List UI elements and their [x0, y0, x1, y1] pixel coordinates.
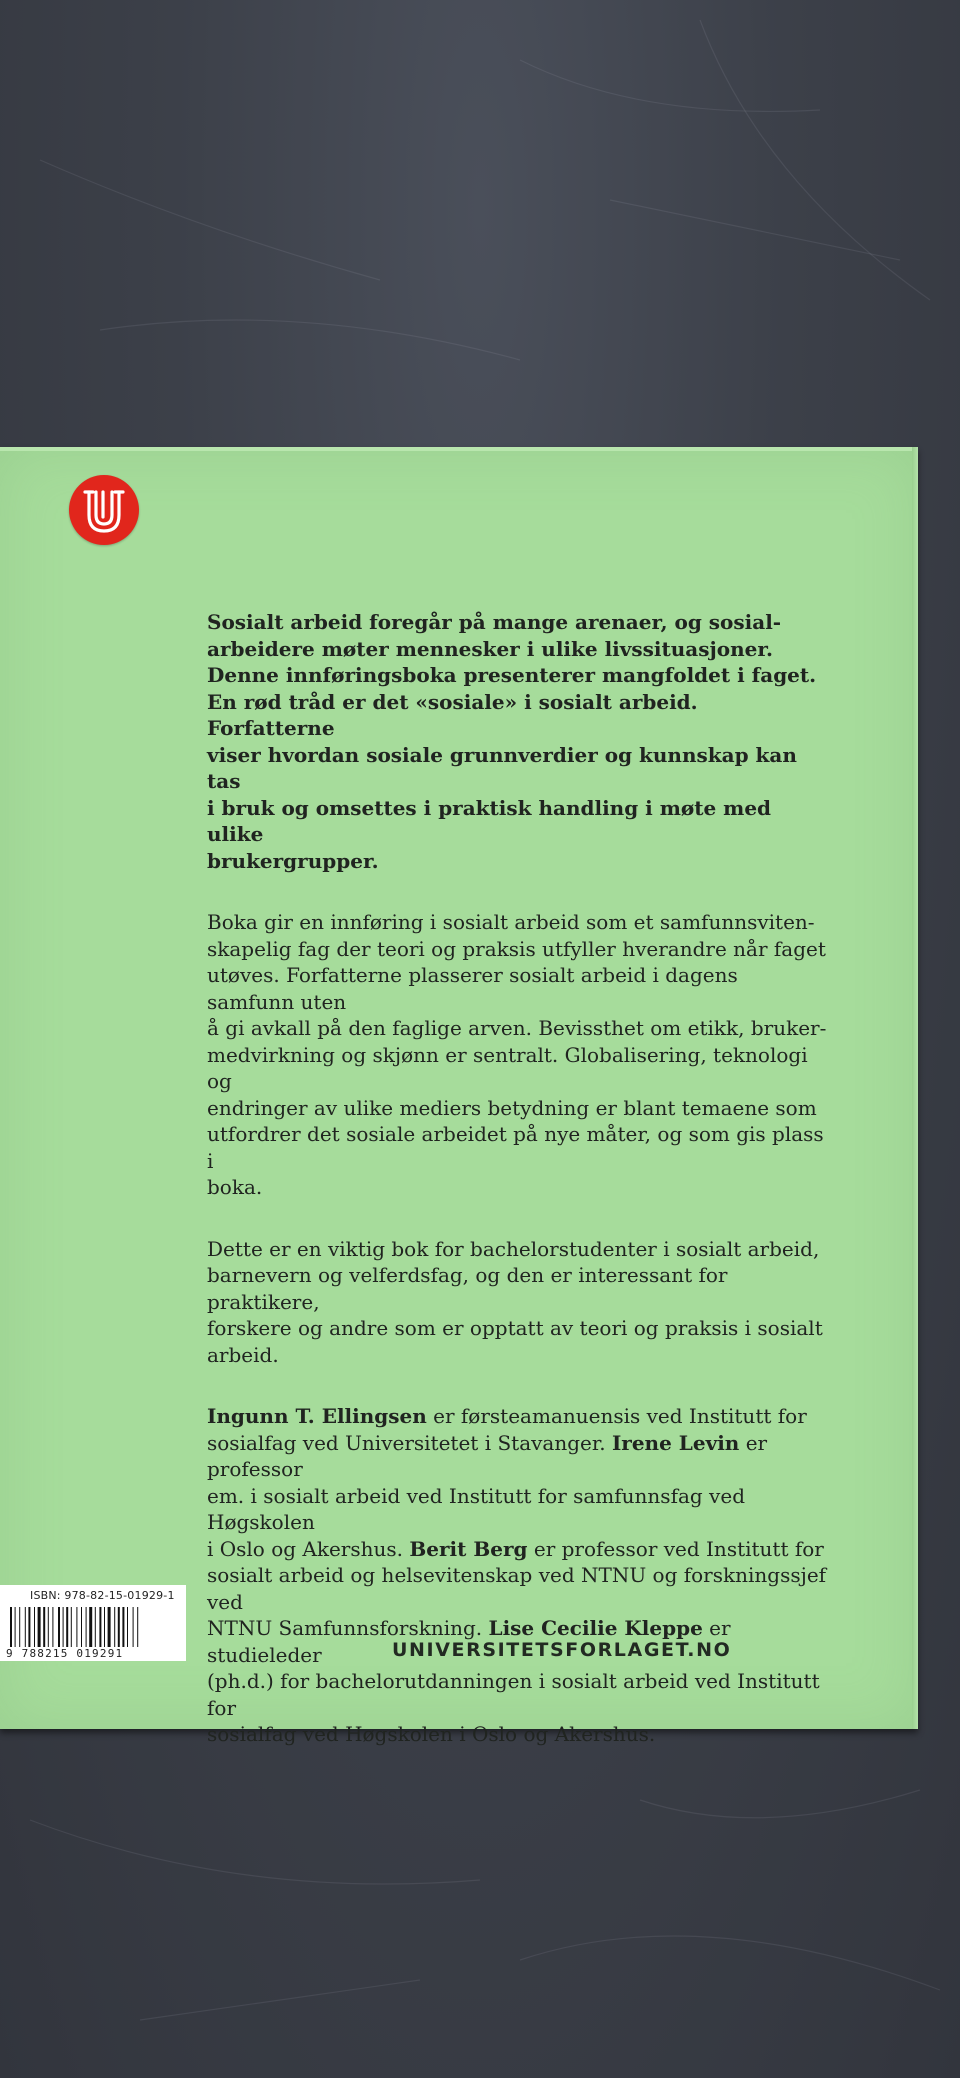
- barcode-stripe: [19, 1607, 20, 1647]
- barcode-stripe: [89, 1607, 92, 1647]
- barcode-stripe: [86, 1607, 87, 1647]
- description-line: Boka gir en innføring i sosialt arbeid som et samfunnsviten-: [207, 910, 815, 934]
- author-description: (ph.d.) for bachelorutdanningen i sosialt arbeid ved Institutt for: [207, 1669, 820, 1720]
- author-description: i Oslo og Akershus.: [207, 1536, 410, 1561]
- isbn-label: ISBN: 978-82-15-01929-1: [30, 1589, 175, 1602]
- author-description: er professor: [207, 1430, 768, 1481]
- description-line: medvirkning og skjønn er sentralt. Globalisering, teknologi og: [207, 1042, 808, 1093]
- audience-line: barnevern og velferdsfag, og den er interessant for praktikere,: [207, 1263, 728, 1314]
- description-line: endringer av ulike mediers betydning er blant temaene som: [207, 1095, 817, 1120]
- author-description: em. i sosialt arbeid ved Institutt for samfunnsfag ved Høgskolen: [207, 1483, 745, 1534]
- barcode-stripe: [114, 1607, 115, 1647]
- authors-paragraph: [207, 1403, 827, 1748]
- barcode-stripe: [15, 1607, 16, 1647]
- barcode-stripe: [48, 1607, 49, 1647]
- publisher-u-logo-icon: [69, 475, 139, 545]
- barcode-stripe: [118, 1607, 120, 1647]
- barcode-stripe: [63, 1607, 64, 1647]
- audience-line: forskere og andre som er opptatt av teori og praksis i sosialt: [207, 1316, 823, 1340]
- author-description: sosialt arbeid og helsevitenskap ved NTNU og forskningssjef ved: [207, 1563, 827, 1614]
- barcode-stripe: [52, 1607, 53, 1647]
- author-name: Ingunn T. Ellingsen: [207, 1404, 427, 1428]
- author-name: Berit Berg: [409, 1536, 528, 1561]
- barcode-stripe: [10, 1607, 12, 1647]
- description-line: utfordrer det sosiale arbeidet på nye måter, og som gis plass i: [207, 1122, 824, 1173]
- barcode-stripe: [38, 1607, 41, 1647]
- author-description: er professor ved Institutt for: [527, 1536, 824, 1561]
- description-line: boka.: [207, 1175, 263, 1199]
- publisher-url: UNIVERSITETSFORLAGET.NO: [392, 1639, 732, 1661]
- barcode-stripe: [71, 1607, 72, 1647]
- author-name: Irene Levin: [611, 1430, 740, 1455]
- lead-line: viser hvordan sosiale grunnverdier og kunnskap kan tas: [207, 742, 797, 793]
- author-name: Lise Cecilie Kleppe: [488, 1616, 703, 1640]
- lead-paragraph: [207, 609, 827, 874]
- back-cover-blurb: [207, 609, 827, 1748]
- barcode-stripe: [76, 1607, 77, 1647]
- book-back-cover: [0, 447, 918, 1746]
- barcode-stripe: [25, 1607, 26, 1647]
- barcode-stripe: [104, 1607, 105, 1647]
- barcode-stripe: [66, 1607, 68, 1647]
- barcode-stripe: [81, 1607, 82, 1647]
- barcode-stripe: [99, 1607, 101, 1647]
- barcode-stripe: [95, 1607, 96, 1647]
- barcode-stripe: [43, 1607, 45, 1647]
- barcode-stripe: [108, 1607, 111, 1647]
- isbn-barcode: [0, 1585, 186, 1661]
- author-description: sosialfag ved Universitetet i Stavanger.: [207, 1430, 612, 1455]
- barcode-digits: 9 788215 019291: [6, 1647, 124, 1660]
- lead-line: brukergrupper.: [207, 848, 379, 873]
- lead-line: i bruk og omsettes i praktisk handling i møte med ulike: [207, 795, 772, 846]
- barcode-stripe: [137, 1607, 138, 1647]
- barcode-stripe: [58, 1607, 60, 1647]
- author-description: er førsteamanuensis ved Institutt for: [426, 1404, 807, 1428]
- barcode-stripe: [34, 1607, 35, 1647]
- barcode-bars: [10, 1607, 178, 1647]
- barcode-stripe: [127, 1607, 128, 1647]
- barcode-stripe: [122, 1607, 124, 1647]
- description-line: skapelig fag der teori og praksis utfyller hverandre når faget: [207, 936, 826, 961]
- lead-line: arbeidere møter mennesker i ulike livssituasjoner.: [207, 636, 774, 661]
- description-line: utøves. Forfatterne plasserer sosialt arbeid i dagens samfunn uten: [207, 963, 738, 1014]
- lead-line: Denne innføringsboka presenterer mangfoldet i faget.: [207, 663, 817, 687]
- barcode-stripe: [133, 1607, 134, 1647]
- description-paragraph: [207, 909, 827, 1201]
- audience-line: arbeid.: [207, 1342, 279, 1367]
- author-description: sosialfag ved Høgskolen i Oslo og Akershus.: [207, 1722, 656, 1746]
- cover-top-edge: [0, 447, 918, 451]
- lead-line: Sosialt arbeid foregår på mange arenaer, og sosial-: [207, 610, 782, 634]
- author-description: er studieleder: [207, 1616, 731, 1667]
- audience-paragraph: [207, 1236, 827, 1369]
- description-line: å gi avkall på den faglige arven. Bevissthet om etikk, bruker-: [207, 1016, 827, 1040]
- barcode-stripe: [28, 1607, 30, 1647]
- author-description: NTNU Samfunnsforskning.: [207, 1616, 489, 1640]
- lead-line: En rød tråd er det «sosiale» i sosialt arbeid. Forfatterne: [207, 689, 698, 740]
- audience-line: Dette er en viktig bok for bachelorstudenter i sosialt arbeid,: [207, 1236, 820, 1261]
- cover-side-edge: [912, 447, 918, 1729]
